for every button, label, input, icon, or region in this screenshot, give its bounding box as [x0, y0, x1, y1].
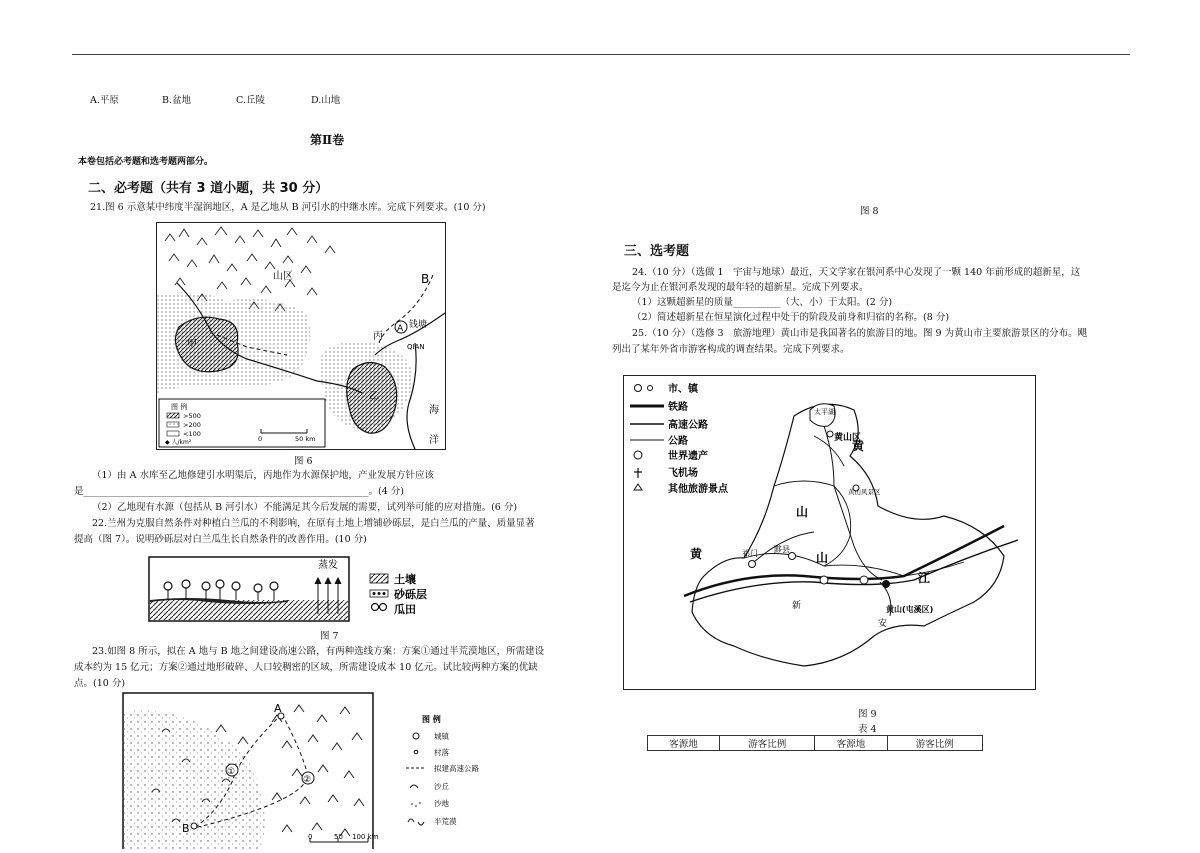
label-xin: 新: [792, 601, 802, 611]
q25-line-2: 列出了某年外省市游客构成的调查结果。完成下列要求。: [612, 344, 850, 355]
fig8-legend-town: 城镇: [434, 732, 449, 741]
label-river: 钱塘: [409, 320, 428, 330]
label-taiping: 太平湖: [814, 408, 835, 416]
label-jia: 甲: [187, 339, 197, 350]
label-qian: QIAN: [407, 343, 425, 351]
legend-expressway: 高速公路: [668, 420, 708, 431]
option-c: C.丘陵: [236, 95, 265, 106]
legend-item-4: ◆ 人/km²: [165, 439, 192, 446]
table-header-cell: 客源地: [648, 736, 720, 751]
figure-8: [122, 692, 502, 849]
table-header-cell: 客源地: [815, 736, 887, 751]
label-tunxi: 黄山(屯溪区): [886, 605, 934, 614]
q25-line-1: 25.（10 分）（选修 3 旅游地理）黄山市是我国著名的旅游目的地。图 9 为黄山市主要旅游景区的分布。飓: [632, 328, 1088, 339]
label-qimen: 祁门: [742, 549, 758, 558]
q21-sub1a: （1）由 A 水库至乙地修建引水明渠后，丙地作为水源保护地，产业发展方针应该: [92, 470, 434, 481]
legend-railway: 铁路: [668, 402, 688, 413]
fig8-legend-title: 图 例: [422, 715, 441, 724]
q24-sub1: （1）这颗超新星的质量__________（大、小）于太阳。(2 分): [632, 297, 893, 308]
legend-item-2: >200: [183, 421, 201, 429]
table-4: [647, 735, 983, 751]
q24-line-2: 是迄今为止在银河系发现的最年轻的超新星。完成下列要求。: [612, 282, 869, 293]
part-title: 第Ⅱ卷: [310, 133, 345, 147]
label-huang: 黄: [852, 439, 865, 453]
fig9-caption: 图 9: [858, 709, 877, 720]
q23-stem-3: 点。(10 分): [74, 678, 126, 689]
label-scenic: 黄山风景区: [848, 488, 881, 496]
top-rule: [72, 54, 1130, 55]
label-jiang: 江: [918, 571, 931, 585]
q21-sub2: （2）乙地现有水源（包括从 B 河引水）不能满足其今后发展的需要，试列举可能的应对措施。(6 分): [92, 502, 518, 513]
legend-heritage: 世界遗产: [668, 451, 708, 462]
label-mountain: 山区: [273, 271, 293, 282]
fig8-legend-semidesert: 半荒漠: [434, 817, 457, 826]
option-b: B.盆地: [162, 95, 192, 106]
label-shan: 山: [796, 505, 809, 519]
option-a: A.平原: [90, 95, 119, 106]
q22-stem-2: 提高（图 7）。说明砂砾层对白兰瓜生长自然条件的改善作用。(10 分): [74, 534, 367, 545]
label-huang-2: 黄: [690, 547, 703, 561]
section-required: 二、必考题（共有 3 道小题，共 30 分）: [88, 181, 329, 196]
legend-item-1: >500: [183, 412, 201, 420]
scale-zero: 0: [258, 435, 263, 443]
figure-6-map: [156, 222, 446, 450]
section-elective: 三、选考题: [624, 244, 690, 259]
q22-stem-1: 22.兰州为克服自然条件对种植白兰瓜的不利影响，在原有土地上增铺砂砾层，是白兰瓜的产量、质量显著: [92, 518, 535, 529]
legend-town: 市、镇: [668, 384, 698, 395]
label-bing: 丙: [373, 331, 383, 342]
legend-road: 公路: [668, 436, 688, 447]
legend-item-3: <100: [183, 430, 201, 438]
table4-caption: 表 4: [858, 724, 877, 735]
legend-melon: 瓜田: [394, 603, 416, 616]
fig8-scale-50: 50: [334, 833, 343, 841]
label-an: 安: [878, 619, 888, 629]
fig8-label-a: A: [274, 702, 282, 715]
figure-7: [148, 556, 448, 624]
fig8-caption: 图 8: [860, 206, 879, 217]
fig7-caption: 图 7: [320, 631, 339, 642]
q23-stem-1: 23.如图 8 所示，拟在 A 地与 B 地之间建设高速公路，有两种选线方案：方案①通过半荒漠地区，所需建设: [92, 646, 545, 657]
legend-gravel: 砂砾层: [394, 588, 427, 601]
q21-sub1b: 是____________________________________________________________。(4 分): [74, 486, 404, 497]
q24-line-1: 24.（10 分）（选做 1 宇宙与地球）最近，天文学家在银河系中心发现了一颗 140 年前形成的超新星，这: [632, 267, 1081, 278]
evap-label: 蒸发: [318, 560, 338, 571]
q24-sub2: （2）简述超新星在恒星演化过程中处于的阶段及前身和归宿的名称。(8 分): [632, 312, 950, 323]
label-ocean: 洋: [429, 435, 439, 446]
fig8-legend-village: 村落: [434, 748, 449, 757]
figure-9-map: [623, 375, 1036, 690]
legend-soil: 土壤: [394, 573, 416, 586]
label-yi: 乙: [369, 391, 379, 402]
label-sea: 海: [429, 405, 439, 416]
fig8-legend-dune: 沙丘: [434, 782, 449, 791]
fig6-caption: 图 6: [294, 456, 313, 467]
label-b: B: [421, 272, 430, 286]
legend-scenic: 其他旅游景点: [668, 484, 728, 495]
route-2-label: ②: [303, 775, 312, 785]
scale-label: 50 km: [295, 435, 316, 443]
fig8-label-b: B: [182, 822, 190, 835]
fig8-legend-road: 拟建高速公路: [434, 764, 479, 773]
legend-airport: 飞机场: [668, 468, 698, 479]
label-huangshanqu: 黄山区: [834, 433, 862, 443]
route-1-label: ①: [227, 767, 236, 777]
q21-stem: 21.图 6 示意某中纬度半湿润地区，A 是乙地从 B 河引水的中继水库。完成下列要求。(10 分): [90, 202, 486, 213]
fig8-scale-0: 0: [308, 833, 313, 841]
label-yixian: 黟县: [774, 545, 790, 554]
option-d: D.山地: [311, 95, 341, 106]
label-shan-2: 山: [816, 551, 829, 565]
fig8-legend-sand: 沙地: [434, 799, 449, 808]
table-header-cell: 游客比例: [887, 736, 982, 751]
fig8-scale-100: 100 km: [352, 833, 379, 841]
q23-stem-2: 成本约为 15 亿元；方案②通过地形破碎、人口较稠密的区域，所需建设成本 10 亿元。试比较两种方案的优缺: [74, 662, 538, 673]
legend-title: 图 例: [171, 403, 188, 411]
label-a: A: [397, 324, 404, 334]
part-intro: 本卷包括必考题和选考题两部分。: [78, 157, 214, 167]
table-header-cell: 游客比例: [720, 736, 815, 751]
table-header-row: [648, 736, 983, 751]
